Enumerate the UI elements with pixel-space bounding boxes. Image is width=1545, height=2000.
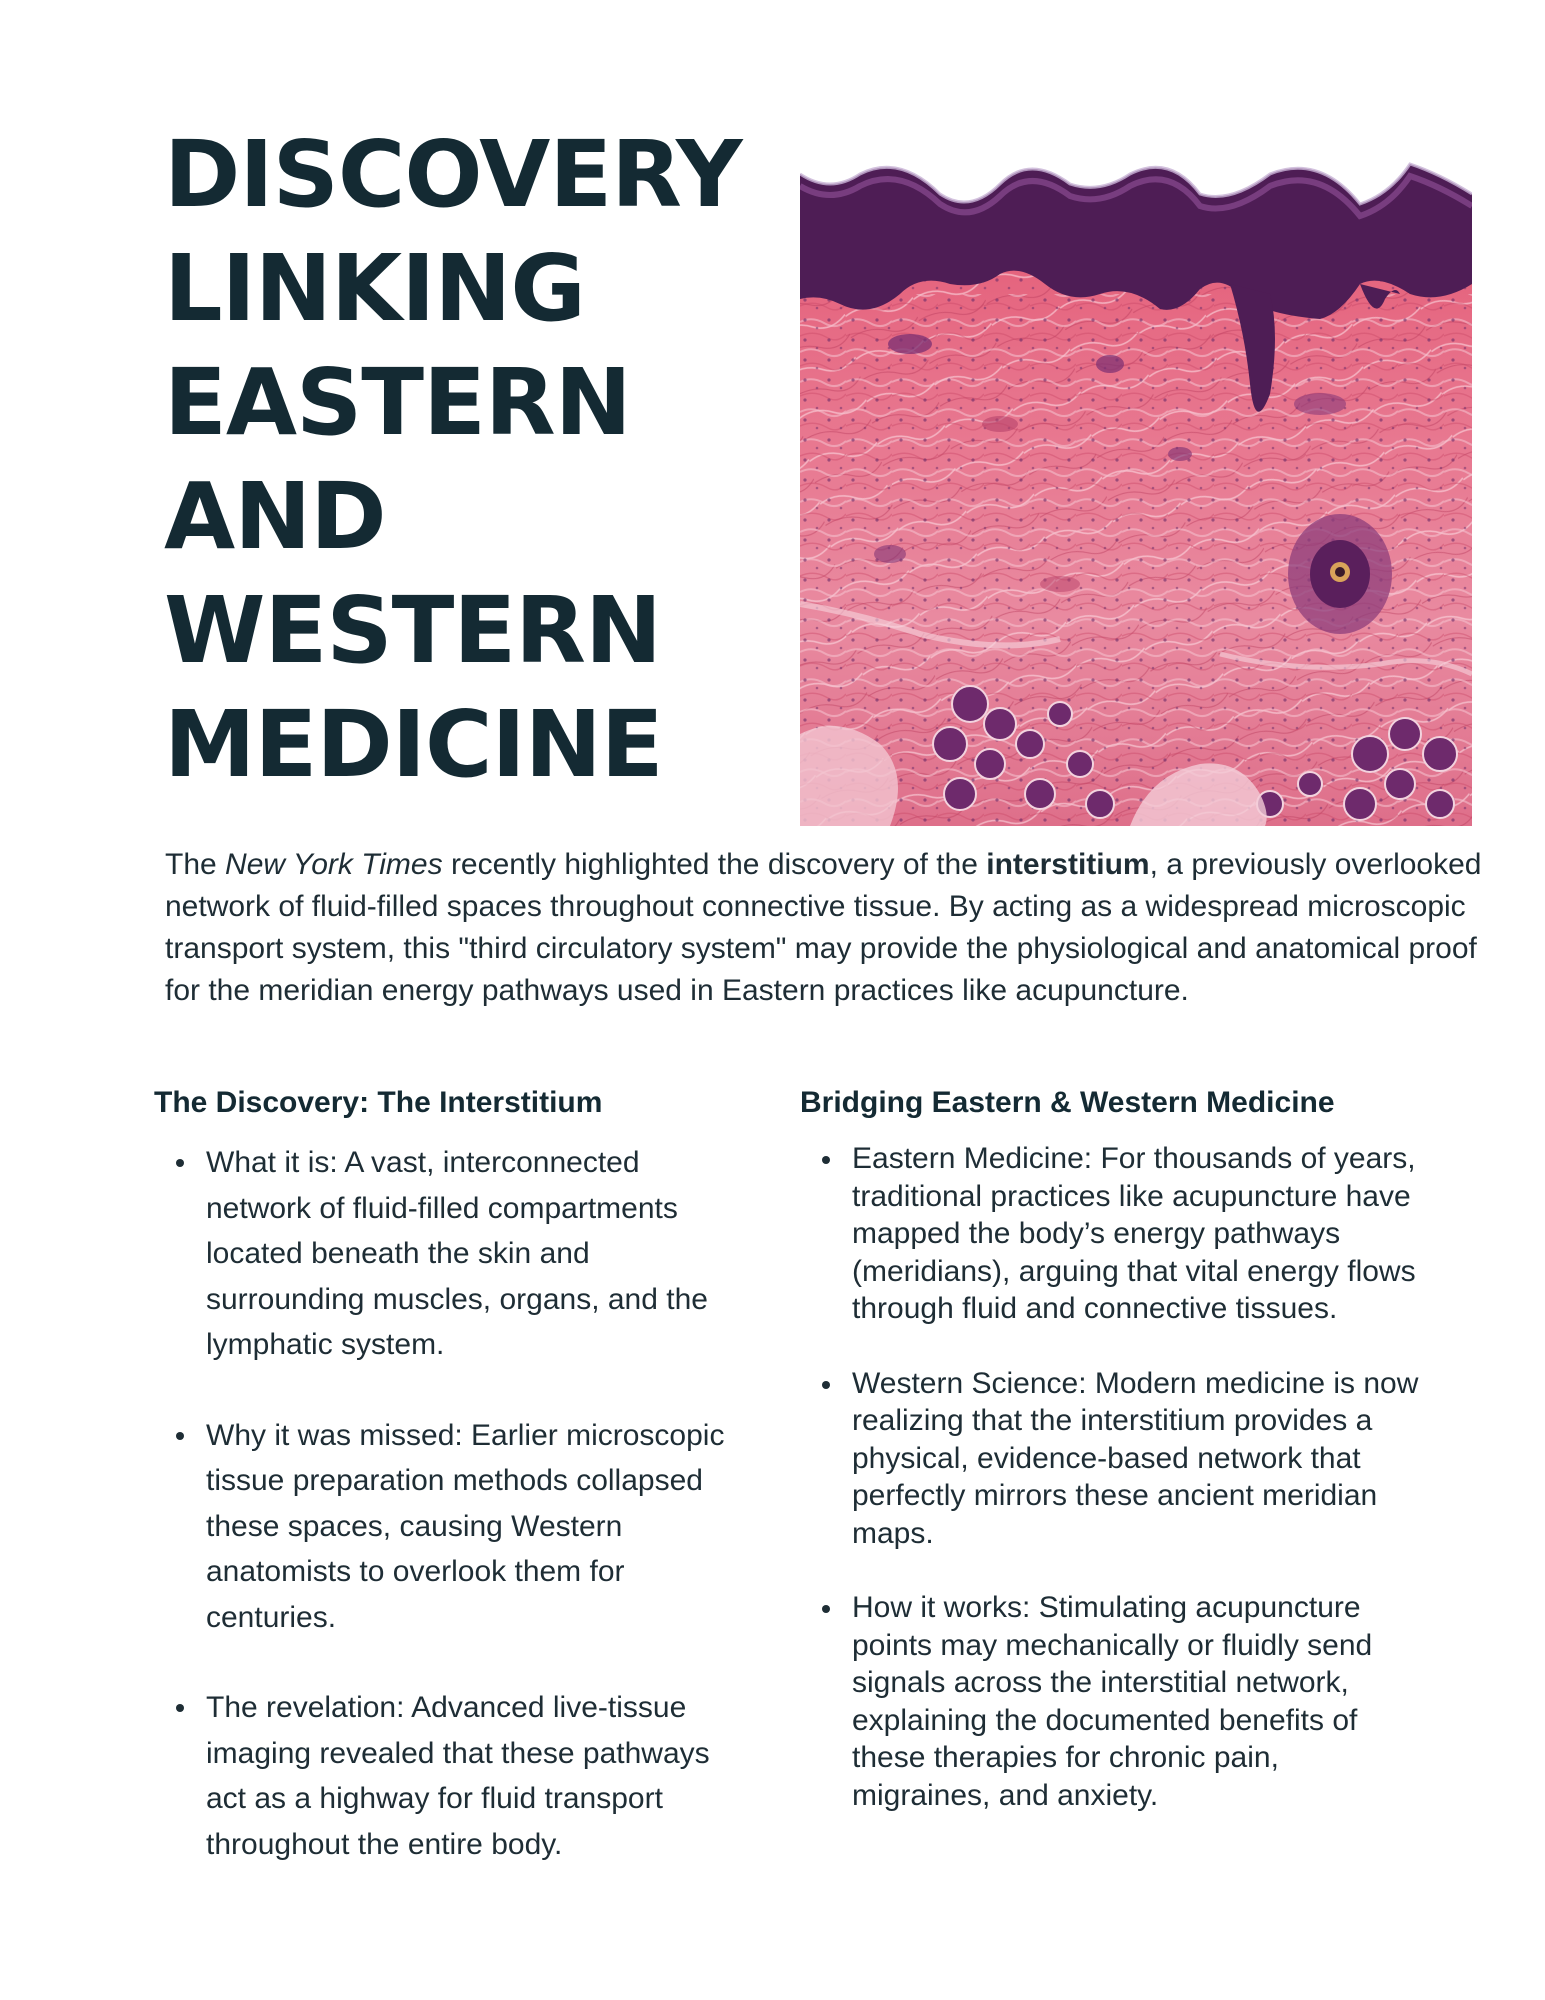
title-line: EASTERN: [164, 349, 631, 456]
intro-text: recently highlighted the discovery of the: [442, 848, 987, 881]
key-term: interstitium: [986, 848, 1150, 881]
list-item: Eastern Medicine: For thousands of years, traditional practices like acupuncture have mapped the body’s energy pathways (meridians), arguing that vital energy flows through fluid and connective tissues.: [812, 1140, 1422, 1328]
list-item: Why it was missed: Earlier microscopic tissue preparation methods collapsed these spaces, causing Western anatomists to overlook them for centuries.: [166, 1413, 746, 1641]
title-line: MEDICINE: [164, 691, 663, 798]
list-item: How it works: Stimulating acupuncture points may mechanically or fluidly send signals across the interstitial network, explaining the documented benefits of these therapies for chronic pain, migraines, and anxiety.: [812, 1589, 1422, 1814]
title-line: DISCOVERY: [164, 121, 742, 228]
right-column-heading: Bridging Eastern & Western Medicine: [800, 1086, 1335, 1119]
publication-name: New York Times: [225, 848, 443, 881]
page-title: [164, 118, 784, 802]
title-line: AND: [164, 463, 386, 570]
list-item: The revelation: Advanced live-tissue imaging revealed that these pathways act as a highway for fluid transport throughout the entire body.: [166, 1685, 746, 1867]
left-bullet-list: [166, 1140, 746, 1912]
intro-text: The: [165, 848, 226, 881]
list-item: Western Science: Modern medicine is now realizing that the interstitium provides a physical, evidence-based network that perfectly mirrors these ancient meridian maps.: [812, 1365, 1422, 1553]
intro-paragraph: [165, 844, 1485, 1012]
list-item: What it is: A vast, interconnected network of fluid-filled compartments located beneath the skin and surrounding muscles, organs, and the lymphatic system.: [166, 1140, 746, 1368]
left-column-heading: The Discovery: The Interstitium: [154, 1086, 603, 1119]
intro-text: , a previously overlooked network of fluid-filled spaces throughout connective tissue. By acting as a widespread microscopic transport system, this "third circulatory system" may provide the physiological and anatomical proof for the meridian energy pathways used in Eastern practices like acupuncture.: [165, 848, 1482, 1007]
histology-skin-cross-section-image: [800, 134, 1472, 826]
title-line: LINKING: [164, 235, 585, 342]
right-bullet-list: [812, 1140, 1422, 1851]
title-line: WESTERN: [164, 577, 662, 684]
